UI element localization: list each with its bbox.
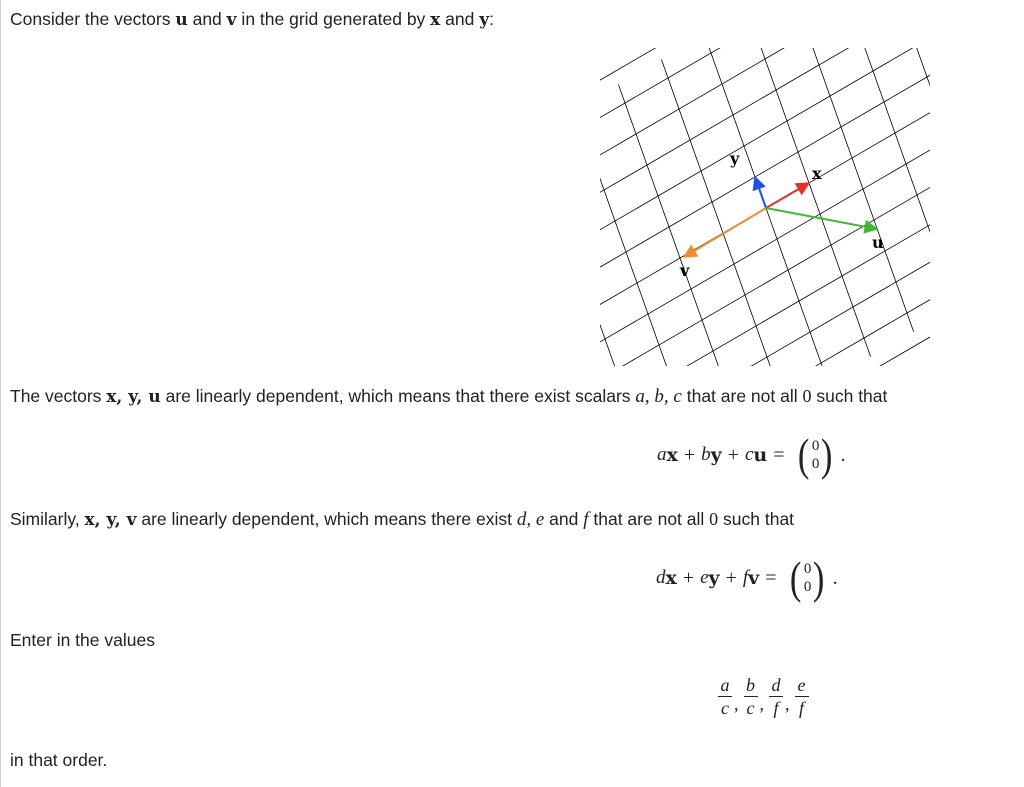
grid-line-along-y [600,134,656,366]
comma: , [759,694,764,714]
frac-numerator: a [720,675,730,695]
grid-line-along-x [600,48,924,152]
line3-scalar-f: f [583,509,589,530]
eq1-vec-x: x [666,444,678,466]
frac-numerator: d [771,675,781,695]
frac-denominator: c [746,698,755,718]
grid-line-along-y [747,48,870,357]
frac-denominator: f [798,698,804,718]
line3-text-3: and [544,509,584,529]
label-u: u [872,233,884,252]
eq2-zero-top: 0 [803,561,812,577]
left-paren: ( [798,429,810,480]
label-y: y [730,149,740,168]
fraction-e-over-f [795,676,809,717]
grid-line-along-x [608,264,930,366]
grid-line-along-x [600,48,902,90]
comma: , [785,694,790,714]
label-x: x [812,164,822,183]
vector-y-arrow [755,177,766,208]
eq2-equals: = [765,566,777,589]
grid-line-along-x [600,48,930,245]
eq2-coef-d: d [656,567,666,588]
vector-u-arrow [766,208,877,229]
intro-text-1: Consider the vectors [10,9,176,29]
eq1-zero-top: 0 [811,438,820,454]
grid-line-along-y [600,109,699,366]
left-border [0,0,1,787]
right-paren: ) [821,429,833,480]
grid-line-along-x [600,48,930,183]
frac-bar [744,696,758,697]
line2-scalars: a, b, c [635,386,682,407]
equation-1 [657,429,846,480]
grid-line-along-x [641,357,930,366]
label-v: v [680,261,690,280]
intro-text-5: : [489,9,495,29]
grid-line-along-x [600,171,930,366]
left-paren: ( [790,552,802,603]
vector-x-symbol: x [430,10,441,30]
eq1-vec-y: y [710,444,722,466]
fraction-b-over-c [744,676,758,717]
vector-x-arrow [766,183,809,208]
comma: , [734,694,739,714]
dependence-sentence-1 [10,386,887,408]
line2-zero: 0 [802,386,812,406]
fraction-d-over-f [769,676,783,717]
intro-text-3: in the grid generated by [236,9,431,29]
eq2-vec-x: x [665,567,677,589]
eq1-equals: = [773,443,785,466]
eq1-period: . [840,443,846,466]
line3-text-1: Similarly, [10,509,85,529]
grid-line-along-y [876,48,930,282]
grid-line-along-x [600,48,930,307]
eq1-vec-u: u [753,444,768,466]
frac-bar [795,696,809,697]
closing-text: in that order. [10,750,108,770]
intro-text-2: and [187,9,227,29]
grid-line-along-x [600,48,891,59]
frac-bar [769,696,783,697]
dependence-sentence-2 [10,509,794,531]
grid-line-along-x [630,326,930,366]
eq1-coef-c: c [744,444,754,465]
line2-vectors: x, y, u [106,387,161,407]
eq1-zero-bottom: 0 [811,456,820,472]
eq2-plus-2: + [725,566,737,589]
grid-line-along-y [600,159,613,366]
enter-values-prompt: Enter in the values [10,630,155,650]
intro-text-4: and [440,9,480,29]
frac-denominator: c [721,698,729,718]
grid-line-along-y [618,84,741,366]
grid-line-along-x [600,48,930,214]
grid-line-along-y [790,48,913,332]
eq2-vec-v: v [748,567,760,589]
line2-text-4: such that [811,386,888,406]
eq1-coef-b: b [701,444,711,465]
line3-text-4: that are not all [588,509,710,529]
line2-text-3: that are not all [681,386,803,406]
fraction-list [716,676,811,717]
eq2-vec-y: y [708,567,720,589]
vector-u-symbol: u [175,10,188,30]
line2-text-2: are linearly dependent, which means that there exist scalars [160,386,636,406]
grid-line-along-x [600,233,930,366]
eq1-plus-2: + [727,443,739,466]
eq1-coef-a: a [657,444,667,465]
line3-zero: 0 [709,509,719,529]
eq1-zero-vector [796,429,834,480]
grid-line-along-x [600,48,913,121]
line3-vectors: x, y, v [84,510,137,530]
eq1-plus-1: + [683,443,696,466]
frac-numerator: b [746,675,755,695]
frac-bar [718,696,732,697]
line3-text-5: such that [718,509,795,529]
eq2-plus-1: + [682,566,695,589]
eq2-coef-e: e [700,567,709,588]
eq2-period: . [832,566,838,589]
grid-line-along-x [619,295,930,366]
right-paren: ) [813,552,825,603]
fraction-a-over-c [718,676,732,717]
grid-line-along-y [833,48,930,307]
vector-v-symbol: v [226,10,237,30]
line3-scalars-de: d, e [516,509,545,530]
vector-y-symbol: y [479,10,490,30]
line2-text-1: The vectors [10,386,107,406]
grid-line-along-x [600,202,930,366]
frac-numerator: e [797,675,806,695]
frac-denominator: f [773,698,779,718]
vector-grid-figure [600,48,930,366]
line3-text-2: are linearly dependent, which means there exist [136,509,517,529]
eq2-zero-vector [788,552,826,603]
eq2-zero-bottom: 0 [803,579,812,595]
grid-line-along-x [600,140,930,366]
eq2-coef-f: f [742,567,749,588]
intro-sentence [10,9,494,30]
vector-v-arrow [684,208,766,257]
equation-2 [656,552,838,603]
